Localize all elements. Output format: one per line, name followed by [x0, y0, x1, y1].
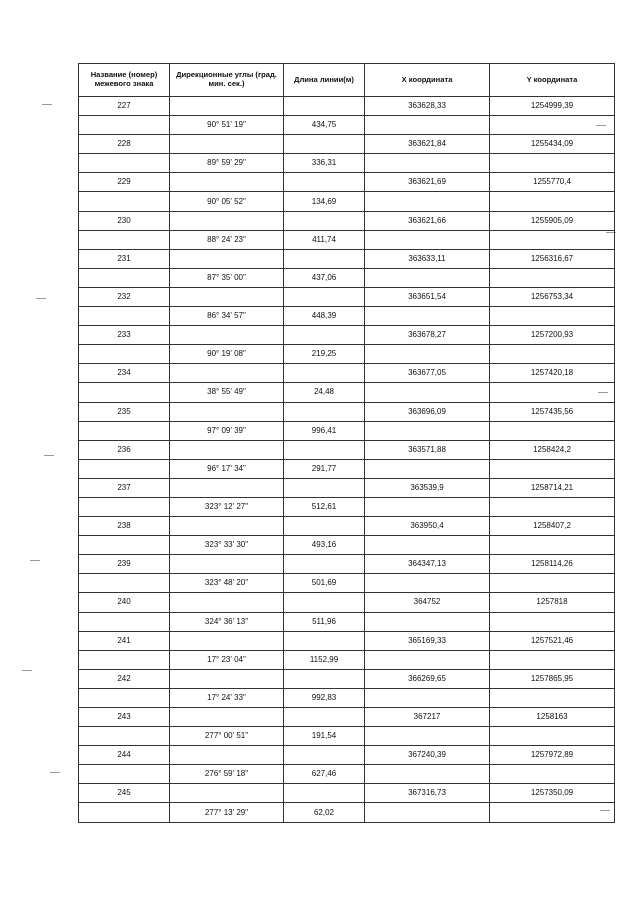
cell-line-length: 511,96 [284, 612, 365, 631]
table-row [79, 440, 615, 459]
cell-mark-name [79, 230, 170, 249]
cell-y-coordinate: 1255905,09 [490, 211, 615, 230]
cell-direction-angle: 324° 36' 13" [170, 612, 284, 631]
table-row [79, 421, 615, 440]
cell-direction-angle [170, 440, 284, 459]
table-row [79, 612, 615, 631]
cell-line-length: 437,06 [284, 268, 365, 287]
cell-direction-angle: 323° 12' 27" [170, 497, 284, 516]
cell-x-coordinate: 363628,33 [365, 97, 490, 116]
table-row [79, 536, 615, 555]
table-row [79, 803, 615, 822]
cell-line-length [284, 593, 365, 612]
cell-x-coordinate: 363633,11 [365, 249, 490, 268]
cell-y-coordinate: 1257818 [490, 593, 615, 612]
table-row [79, 784, 615, 803]
scan-mark [42, 104, 52, 105]
cell-y-coordinate [490, 154, 615, 173]
cell-mark-name: 233 [79, 326, 170, 345]
table-row [79, 173, 615, 192]
cell-y-coordinate [490, 650, 615, 669]
cell-direction-angle [170, 402, 284, 421]
cell-direction-angle: 88° 24' 23" [170, 230, 284, 249]
table-row [79, 478, 615, 497]
cell-y-coordinate [490, 192, 615, 211]
cell-x-coordinate [365, 345, 490, 364]
cell-direction-angle [170, 211, 284, 230]
cell-direction-angle [170, 631, 284, 650]
cell-x-coordinate [365, 268, 490, 287]
cell-x-coordinate [365, 383, 490, 402]
cell-line-length [284, 631, 365, 650]
cell-y-coordinate [490, 765, 615, 784]
cell-line-length: 448,39 [284, 307, 365, 326]
cell-mark-name: 231 [79, 249, 170, 268]
table-row [79, 765, 615, 784]
cell-y-coordinate: 1257200,93 [490, 326, 615, 345]
table-row [79, 708, 615, 727]
table-row [79, 192, 615, 211]
cell-y-coordinate: 1255434,09 [490, 135, 615, 154]
cell-mark-name: 228 [79, 135, 170, 154]
cell-line-length: 62,02 [284, 803, 365, 822]
cell-line-length: 1152,99 [284, 650, 365, 669]
cell-mark-name [79, 307, 170, 326]
cell-x-coordinate: 364347,13 [365, 555, 490, 574]
cell-line-length [284, 517, 365, 536]
cell-mark-name: 227 [79, 97, 170, 116]
cell-y-coordinate [490, 268, 615, 287]
cell-x-coordinate [365, 192, 490, 211]
cell-y-coordinate: 1258424,2 [490, 440, 615, 459]
table-row [79, 211, 615, 230]
cell-x-coordinate: 363571,88 [365, 440, 490, 459]
table-row [79, 154, 615, 173]
cell-mark-name [79, 345, 170, 364]
cell-y-coordinate [490, 803, 615, 822]
cell-direction-angle [170, 364, 284, 383]
cell-x-coordinate [365, 421, 490, 440]
cell-x-coordinate: 363651,54 [365, 287, 490, 306]
cell-line-length: 996,41 [284, 421, 365, 440]
cell-x-coordinate: 367240,39 [365, 746, 490, 765]
cell-direction-angle [170, 555, 284, 574]
table-row [79, 555, 615, 574]
cell-line-length [284, 708, 365, 727]
cell-line-length [284, 746, 365, 765]
cell-x-coordinate [365, 727, 490, 746]
cell-mark-name [79, 688, 170, 707]
cell-mark-name: 240 [79, 593, 170, 612]
table-row [79, 345, 615, 364]
header-y-coordinate: Y координата [490, 64, 615, 97]
cell-mark-name [79, 497, 170, 516]
table-row [79, 402, 615, 421]
header-x-coordinate: X координата [365, 64, 490, 97]
cell-x-coordinate: 363950,4 [365, 517, 490, 536]
cell-mark-name: 234 [79, 364, 170, 383]
cell-mark-name: 235 [79, 402, 170, 421]
cell-direction-angle: 90° 19' 08" [170, 345, 284, 364]
cell-x-coordinate: 363539,9 [365, 478, 490, 497]
cell-line-length: 134,69 [284, 192, 365, 211]
cell-direction-angle: 96° 17' 34" [170, 459, 284, 478]
cell-direction-angle [170, 326, 284, 345]
cell-mark-name: 239 [79, 555, 170, 574]
table-row [79, 650, 615, 669]
scan-mark [50, 772, 60, 773]
cell-mark-name: 245 [79, 784, 170, 803]
cell-line-length [284, 326, 365, 345]
cell-line-length [284, 173, 365, 192]
table-row [79, 326, 615, 345]
cell-direction-angle: 277° 00' 51" [170, 727, 284, 746]
cell-line-length: 434,75 [284, 116, 365, 135]
table-row [79, 364, 615, 383]
cell-y-coordinate [490, 688, 615, 707]
cell-direction-angle: 90° 51' 19" [170, 116, 284, 135]
cell-line-length [284, 287, 365, 306]
cell-line-length [284, 784, 365, 803]
cell-y-coordinate: 1256316,67 [490, 249, 615, 268]
table-row [79, 287, 615, 306]
cell-direction-angle [170, 135, 284, 154]
cell-y-coordinate: 1254999,39 [490, 97, 615, 116]
cell-mark-name [79, 268, 170, 287]
cell-direction-angle: 276° 59' 18" [170, 765, 284, 784]
scan-mark [44, 455, 54, 456]
cell-line-length [284, 249, 365, 268]
cell-y-coordinate: 1257865,95 [490, 669, 615, 688]
cell-mark-name [79, 803, 170, 822]
cell-line-length [284, 669, 365, 688]
cell-line-length: 992,83 [284, 688, 365, 707]
cell-x-coordinate: 363696,09 [365, 402, 490, 421]
cell-y-coordinate [490, 727, 615, 746]
table-row [79, 268, 615, 287]
cell-mark-name [79, 154, 170, 173]
cell-line-length: 493,16 [284, 536, 365, 555]
cell-y-coordinate [490, 536, 615, 555]
cell-y-coordinate: 1255770,4 [490, 173, 615, 192]
cell-direction-angle: 277° 13' 29" [170, 803, 284, 822]
cell-line-length [284, 135, 365, 154]
cell-x-coordinate [365, 536, 490, 555]
cell-line-length [284, 364, 365, 383]
cell-y-coordinate: 1258714,21 [490, 478, 615, 497]
cell-direction-angle [170, 478, 284, 497]
cell-y-coordinate: 1257521,46 [490, 631, 615, 650]
cell-x-coordinate: 363621,69 [365, 173, 490, 192]
cell-y-coordinate [490, 459, 615, 478]
cell-y-coordinate: 1256753,34 [490, 287, 615, 306]
header-line-length: Длина линии(м) [284, 64, 365, 97]
cell-direction-angle [170, 97, 284, 116]
cell-mark-name [79, 459, 170, 478]
cell-y-coordinate: 1257435,56 [490, 402, 615, 421]
cell-x-coordinate [365, 688, 490, 707]
table-row [79, 517, 615, 536]
cell-direction-angle: 323° 48' 20" [170, 574, 284, 593]
table-row [79, 135, 615, 154]
cell-direction-angle: 87° 35' 00" [170, 268, 284, 287]
cell-mark-name [79, 574, 170, 593]
cell-x-coordinate: 363677,05 [365, 364, 490, 383]
cell-direction-angle: 86° 34' 57" [170, 307, 284, 326]
cell-x-coordinate: 365169,33 [365, 631, 490, 650]
cell-mark-name: 236 [79, 440, 170, 459]
cell-y-coordinate [490, 307, 615, 326]
cell-mark-name [79, 192, 170, 211]
scan-mark [30, 560, 40, 561]
cell-y-coordinate: 1257350,09 [490, 784, 615, 803]
cell-line-length: 191,54 [284, 727, 365, 746]
cell-x-coordinate [365, 497, 490, 516]
cell-x-coordinate [365, 116, 490, 135]
cell-line-length: 291,77 [284, 459, 365, 478]
cell-x-coordinate: 366269,65 [365, 669, 490, 688]
cell-y-coordinate [490, 497, 615, 516]
cell-mark-name [79, 727, 170, 746]
cell-y-coordinate [490, 116, 615, 135]
table-row [79, 669, 615, 688]
cell-mark-name: 244 [79, 746, 170, 765]
cell-x-coordinate: 363678,27 [365, 326, 490, 345]
cell-mark-name [79, 383, 170, 402]
cell-line-length [284, 97, 365, 116]
cell-x-coordinate [365, 307, 490, 326]
table-row [79, 383, 615, 402]
cell-x-coordinate: 367217 [365, 708, 490, 727]
cell-x-coordinate [365, 459, 490, 478]
cell-direction-angle [170, 784, 284, 803]
cell-y-coordinate [490, 383, 615, 402]
cell-line-length [284, 440, 365, 459]
scan-mark [36, 298, 46, 299]
cell-mark-name: 229 [79, 173, 170, 192]
table-row [79, 746, 615, 765]
cell-y-coordinate: 1257420,18 [490, 364, 615, 383]
cell-direction-angle [170, 249, 284, 268]
boundary-marks-table [78, 63, 615, 823]
cell-x-coordinate [365, 765, 490, 784]
cell-x-coordinate: 367316,73 [365, 784, 490, 803]
cell-mark-name [79, 650, 170, 669]
cell-x-coordinate: 364752 [365, 593, 490, 612]
cell-line-length: 219,25 [284, 345, 365, 364]
cell-line-length [284, 402, 365, 421]
cell-line-length [284, 555, 365, 574]
table-row [79, 688, 615, 707]
table-row [79, 631, 615, 650]
cell-direction-angle [170, 173, 284, 192]
cell-line-length: 512,61 [284, 497, 365, 516]
table-row [79, 593, 615, 612]
table-row [79, 249, 615, 268]
cell-y-coordinate [490, 345, 615, 364]
header-direction-angle: Дирекционные углы (град. мин. сек.) [170, 64, 284, 97]
cell-y-coordinate [490, 421, 615, 440]
cell-x-coordinate [365, 230, 490, 249]
table-row [79, 727, 615, 746]
cell-x-coordinate [365, 154, 490, 173]
table-body [79, 97, 615, 823]
cell-mark-name [79, 421, 170, 440]
cell-direction-angle [170, 746, 284, 765]
cell-mark-name: 241 [79, 631, 170, 650]
cell-y-coordinate [490, 230, 615, 249]
cell-line-length: 501,69 [284, 574, 365, 593]
cell-mark-name: 242 [79, 669, 170, 688]
table-row [79, 307, 615, 326]
cell-line-length: 627,46 [284, 765, 365, 784]
cell-y-coordinate: 1258407,2 [490, 517, 615, 536]
cell-mark-name: 230 [79, 211, 170, 230]
cell-mark-name [79, 116, 170, 135]
cell-direction-angle [170, 593, 284, 612]
table-row [79, 230, 615, 249]
cell-direction-angle [170, 517, 284, 536]
cell-y-coordinate: 1257972,89 [490, 746, 615, 765]
cell-line-length: 24,48 [284, 383, 365, 402]
cell-mark-name: 238 [79, 517, 170, 536]
cell-mark-name: 237 [79, 478, 170, 497]
cell-x-coordinate: 363621,66 [365, 211, 490, 230]
cell-direction-angle [170, 287, 284, 306]
cell-x-coordinate [365, 612, 490, 631]
cell-direction-angle [170, 708, 284, 727]
cell-y-coordinate: 1258163 [490, 708, 615, 727]
cell-y-coordinate [490, 612, 615, 631]
cell-x-coordinate [365, 803, 490, 822]
cell-direction-angle: 17° 23' 04" [170, 650, 284, 669]
header-row [79, 64, 615, 97]
cell-x-coordinate: 363621,84 [365, 135, 490, 154]
scan-mark [22, 670, 32, 671]
cell-direction-angle: 89° 59' 29" [170, 154, 284, 173]
cell-mark-name [79, 612, 170, 631]
cell-y-coordinate [490, 574, 615, 593]
cell-line-length [284, 478, 365, 497]
cell-x-coordinate [365, 574, 490, 593]
table-header [79, 64, 615, 97]
table-row [79, 97, 615, 116]
cell-mark-name: 243 [79, 708, 170, 727]
cell-line-length [284, 211, 365, 230]
cell-direction-angle: 97° 09' 39" [170, 421, 284, 440]
cell-x-coordinate [365, 650, 490, 669]
cell-direction-angle: 17° 24' 33" [170, 688, 284, 707]
cell-direction-angle: 38° 55' 49" [170, 383, 284, 402]
header-mark-name: Название (номер) межевого знака [79, 64, 170, 97]
table-row [79, 497, 615, 516]
cell-mark-name [79, 765, 170, 784]
cell-direction-angle: 323° 33' 30" [170, 536, 284, 555]
cell-y-coordinate: 1258114,26 [490, 555, 615, 574]
cell-line-length: 411,74 [284, 230, 365, 249]
cell-mark-name [79, 536, 170, 555]
table-row [79, 459, 615, 478]
cell-line-length: 336,31 [284, 154, 365, 173]
table-row [79, 574, 615, 593]
table-row [79, 116, 615, 135]
cell-direction-angle [170, 669, 284, 688]
cell-mark-name: 232 [79, 287, 170, 306]
cell-direction-angle: 90° 05' 52" [170, 192, 284, 211]
